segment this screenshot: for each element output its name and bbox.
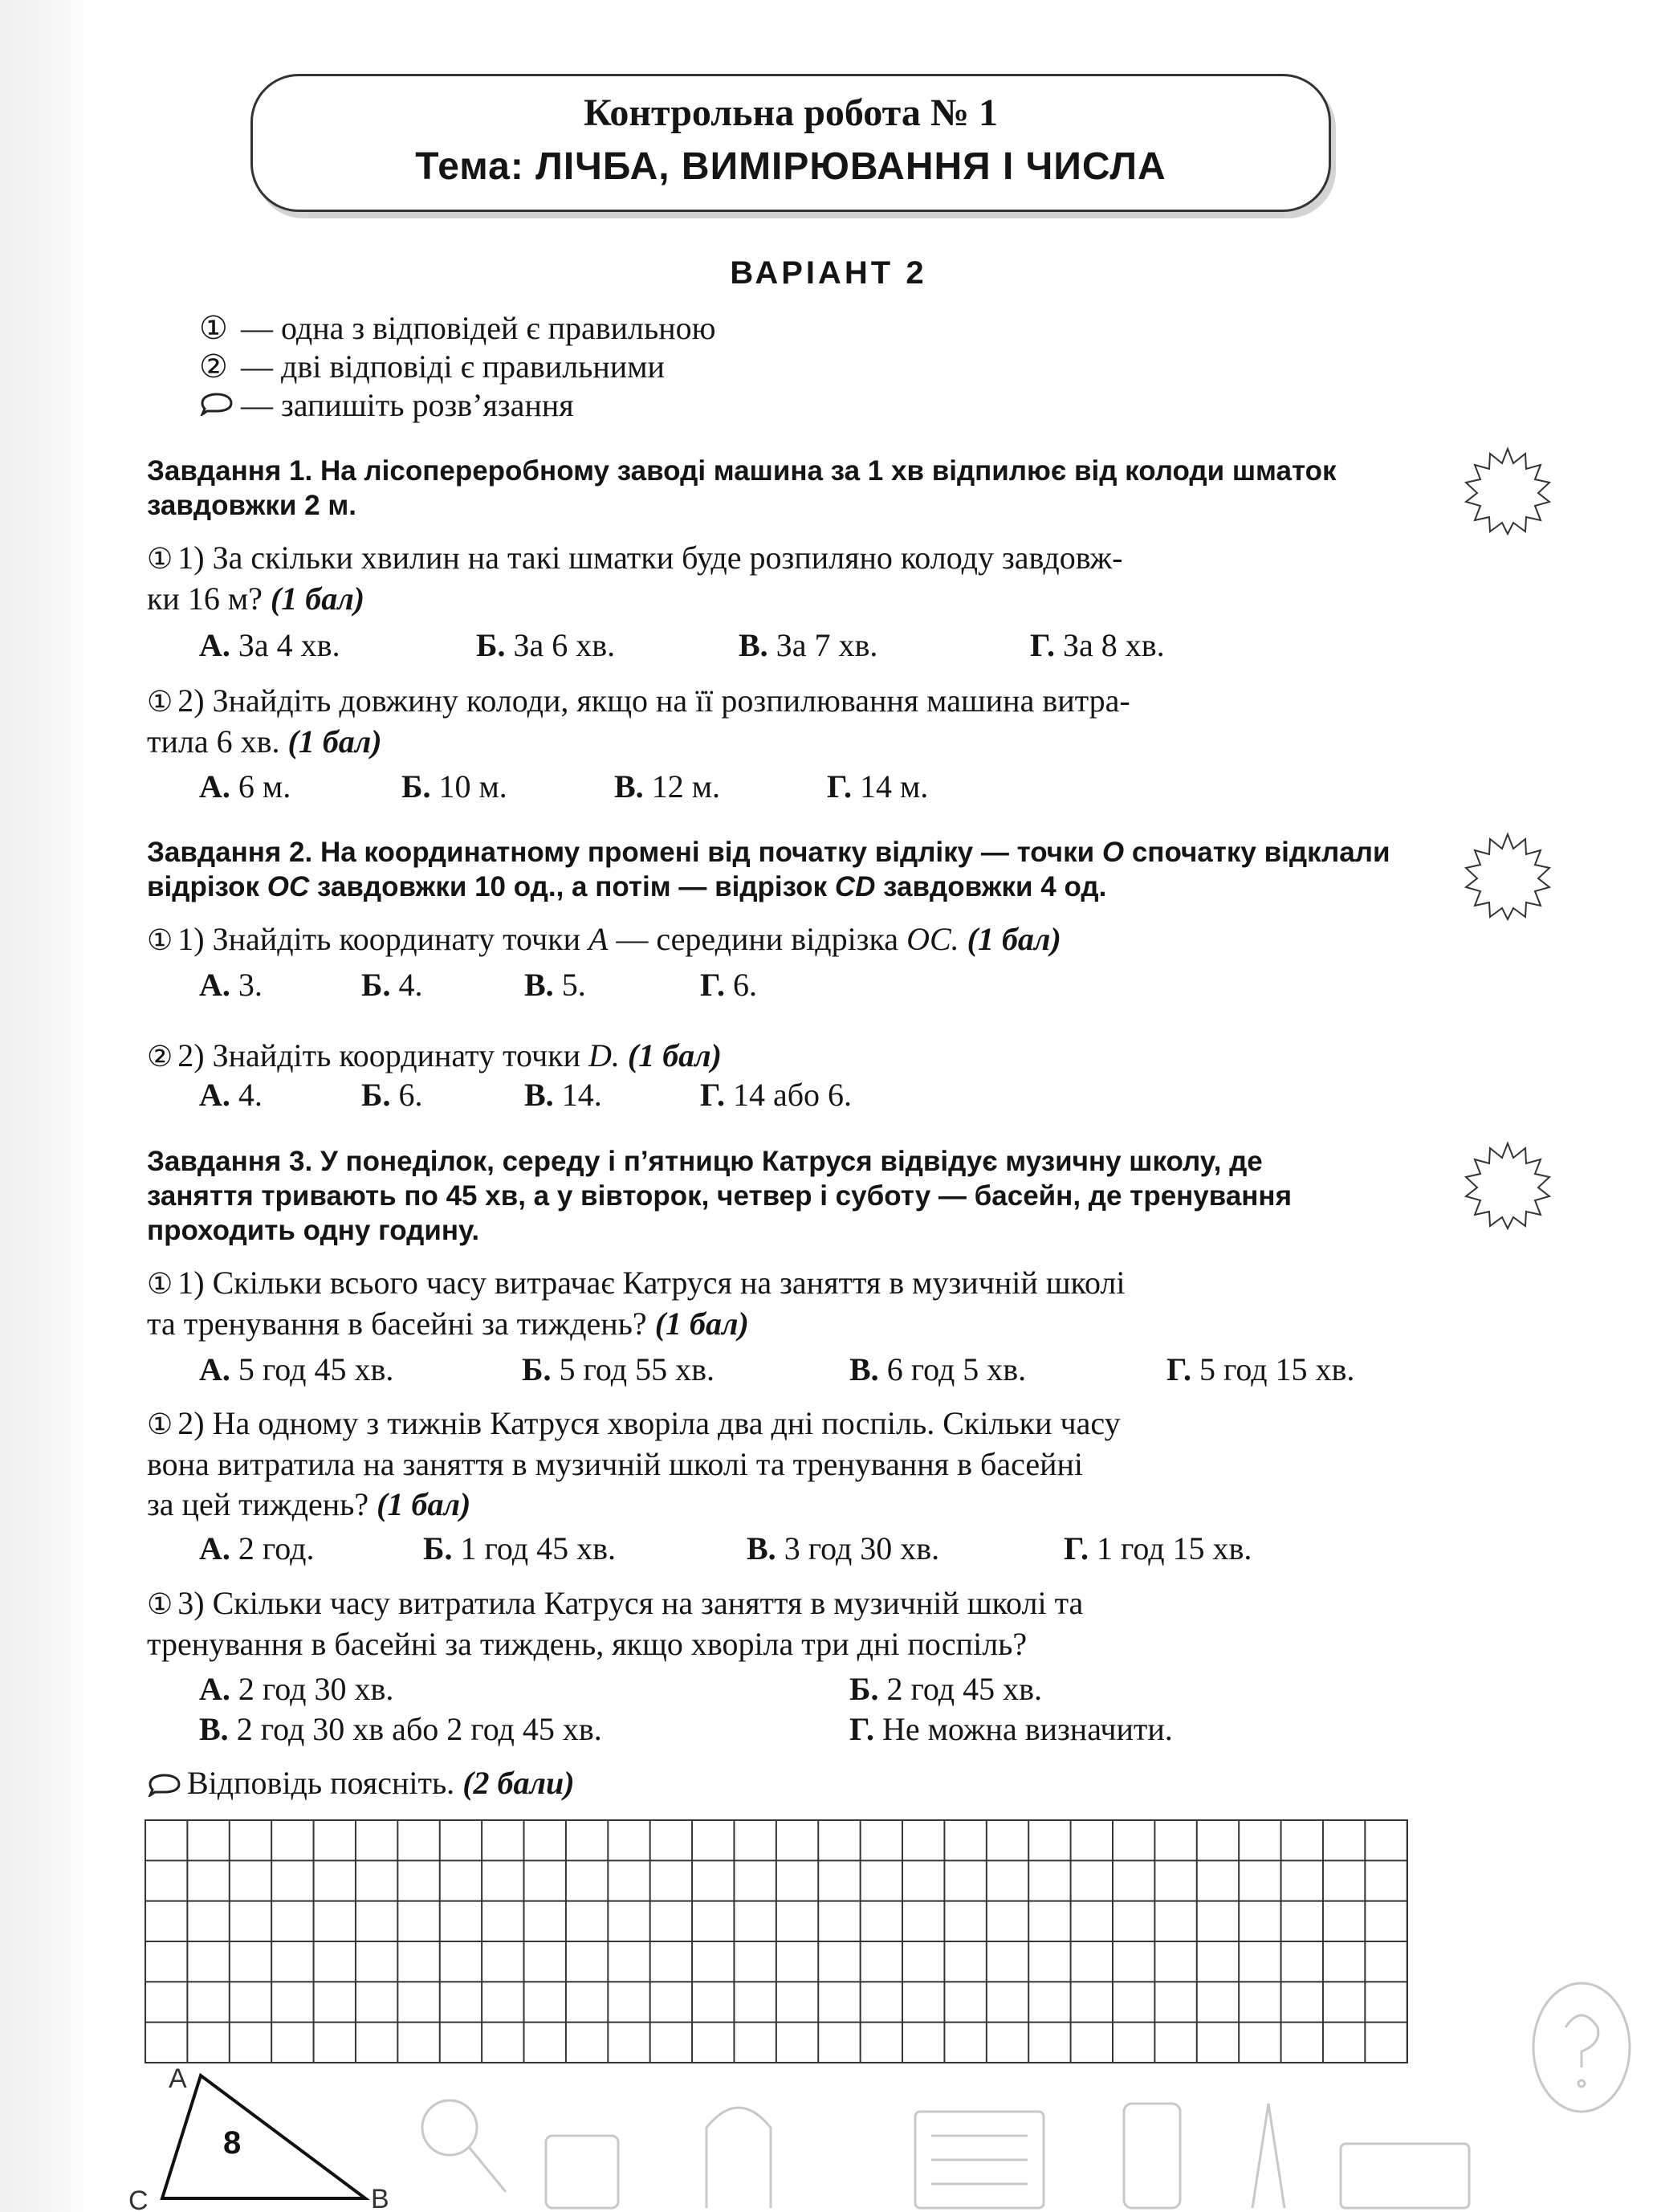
answer-option[interactable]: А. 6 м. (199, 768, 291, 805)
task-1-statement (147, 454, 1431, 523)
score-star-icon[interactable] (1463, 1140, 1553, 1230)
points: (2 бали) (462, 1765, 575, 1801)
answer-option[interactable]: В. 14. (524, 1077, 602, 1113)
test-title: Контрольна робота № 1 (583, 92, 999, 134)
answer-option[interactable]: В. 3 год 30 хв. (747, 1530, 940, 1566)
answer-option[interactable]: В. 12 м. (614, 768, 720, 805)
legend-item (199, 309, 716, 347)
answer-option[interactable]: Б. 1 год 45 хв. (423, 1530, 616, 1566)
answer-option[interactable]: Б. 4. (361, 967, 423, 1003)
circled-one-icon: ① (147, 543, 173, 575)
task-2-label: Завдання 2. (147, 837, 313, 868)
answer-option[interactable]: Г. 6. (700, 967, 757, 1003)
task-3-statement: Завдання 3. У понеділок, середу і п’ятницю Катруся відвідує музичну школу, де заняття тривають по 45 хв, а у вівторок, четвер і суботу — басейн, де тренування проходить одну годину. (147, 1146, 1292, 1246)
vertex-a-label: A (169, 2063, 187, 2094)
answer-option[interactable]: Г. Не можна визначити. (849, 1711, 1173, 1747)
circled-one-icon: ① (147, 686, 173, 718)
task-1-label: Завдання 1. (147, 455, 313, 487)
circled-one-icon: ① (199, 310, 228, 346)
answer-option[interactable]: Г. 5 год 15 хв. (1166, 1351, 1355, 1387)
legend-item (199, 386, 574, 424)
speech-bubble-icon (147, 1766, 182, 1807)
decorative-question-mark-icon (1525, 1975, 1638, 2136)
answer-option[interactable]: Г. 14 м. (827, 768, 929, 805)
circled-one-icon: ① (147, 1588, 173, 1620)
score-star-icon[interactable] (1463, 831, 1553, 921)
answer-option[interactable]: В. За 7 хв. (739, 627, 878, 663)
answer-option[interactable]: Б. За 6 хв. (476, 627, 616, 663)
header-banner (250, 74, 1331, 212)
task-2-question-1: ① 1) Знайдіть координату точки A — середини відрізка OC. (1 бал) (147, 921, 1061, 957)
task-3-question-2: ① 2) На одному з тижнів Катруся хворіла два дні поспіль. Скільки часу вона витратила на заняття в музичній школі та тренування в басейні за цей тиждень? (1 бал) (147, 1405, 1121, 1522)
legend-text: — запишіть розв’язання (241, 387, 574, 423)
answer-option[interactable]: В. 2 год 30 хв або 2 год 45 хв. (199, 1711, 602, 1747)
decorative-school-items (417, 2055, 1654, 2212)
answer-option[interactable]: Б. 5 год 55 хв. (522, 1351, 715, 1387)
circled-one-icon: ① (147, 1408, 173, 1440)
points: (1 бал) (377, 1486, 471, 1522)
answer-option[interactable]: А. 3. (199, 967, 263, 1003)
circled-one-icon: ① (147, 1268, 173, 1300)
score-star-icon[interactable] (1463, 446, 1553, 536)
answer-option[interactable]: А. 2 год 30 хв. (199, 1671, 394, 1707)
answer-option[interactable]: Г. 14 або 6. (700, 1077, 853, 1113)
points: (1 бал) (270, 580, 365, 617)
variant-label: ВАРІАНТ 2 (730, 255, 927, 291)
task-3-explain: Відповідь поясніть. (2 бали) (147, 1763, 1431, 1807)
circled-one-icon: ① (147, 924, 173, 956)
answer-option[interactable]: Г. 1 год 15 хв. (1064, 1530, 1252, 1566)
test-topic: Тема: ЛІЧБА, ВИМІРЮВАННЯ І ЧИСЛА (415, 145, 1166, 188)
answer-grid[interactable] (145, 1819, 1408, 2063)
answer-option[interactable]: А. 2 год. (199, 1530, 315, 1566)
left-margin-decoration (0, 0, 96, 2212)
task-1-question-2: ① 2) Знайдіть довжину колоди, якщо на її розпилювання машина витра- тила 6 хв. (1 бал) (147, 682, 1130, 760)
circled-two-icon: ② (199, 348, 228, 385)
page-number: 8 (223, 2125, 242, 2161)
points: (1 бал) (287, 723, 382, 760)
page-number-triangle (120, 2063, 393, 2212)
answer-option[interactable]: В. 5. (524, 967, 586, 1003)
task-1-question-1: ① 1) За скільки хвилин на такі шматки буде розпиляно колоду завдовж- ки 16 м? (1 бал) (147, 540, 1123, 617)
answer-option[interactable]: Б. 6. (361, 1077, 423, 1113)
points: (1 бал) (967, 921, 1061, 957)
speech-bubble-icon (199, 386, 241, 424)
answer-option[interactable]: А. 5 год 45 хв. (199, 1351, 394, 1387)
vertex-c-label: C (128, 2186, 149, 2212)
answer-option[interactable]: Г. За 8 хв. (1030, 627, 1165, 663)
answer-option[interactable]: А. 4. (199, 1077, 263, 1113)
points: (1 бал) (627, 1037, 723, 1073)
task-3-label: Завдання 3. (147, 1146, 313, 1177)
answer-option[interactable]: А. За 4 хв. (199, 627, 340, 663)
legend-item (199, 348, 665, 385)
circled-two-icon: ② (147, 1041, 173, 1073)
legend-text: — дві відповіді є правильними (241, 348, 665, 385)
task-3-question-1: ① 1) Скільки всього часу витрачає Катруся на заняття в музичній школі та тренування в басейні за тиждень? (1 бал) (147, 1265, 1126, 1342)
task-3-question-3: ① 3) Скільки часу витратила Катруся на заняття в музичній школі та тренування в басейні за тиждень, якщо хворіла три дні поспіль? (147, 1585, 1084, 1662)
vertex-b-label: B (371, 2184, 389, 2212)
task-2-question-2: ② 2) Знайдіть координату точки D. (1 бал) (147, 1037, 723, 1073)
answer-option[interactable]: В. 6 год 5 хв. (849, 1351, 1027, 1387)
legend-text: — одна з відповідей є правильною (241, 310, 716, 346)
points: (1 бал) (654, 1306, 749, 1342)
answer-option[interactable]: Б. 10 м. (401, 768, 507, 805)
answer-option[interactable]: Б. 2 год 45 хв. (849, 1671, 1042, 1707)
task-2-statement: Завдання 2. На координатному промені від початку відліку — точки O спочатку відклали відрізок OC завдовжки 10 од., а потім — відрізок CD завдовжки 4 од. (147, 837, 1390, 902)
task-1-text: На лісопереробному заводі машина за 1 хв відпилює від колоди шматок завдовжки 2 м. (147, 455, 1337, 521)
